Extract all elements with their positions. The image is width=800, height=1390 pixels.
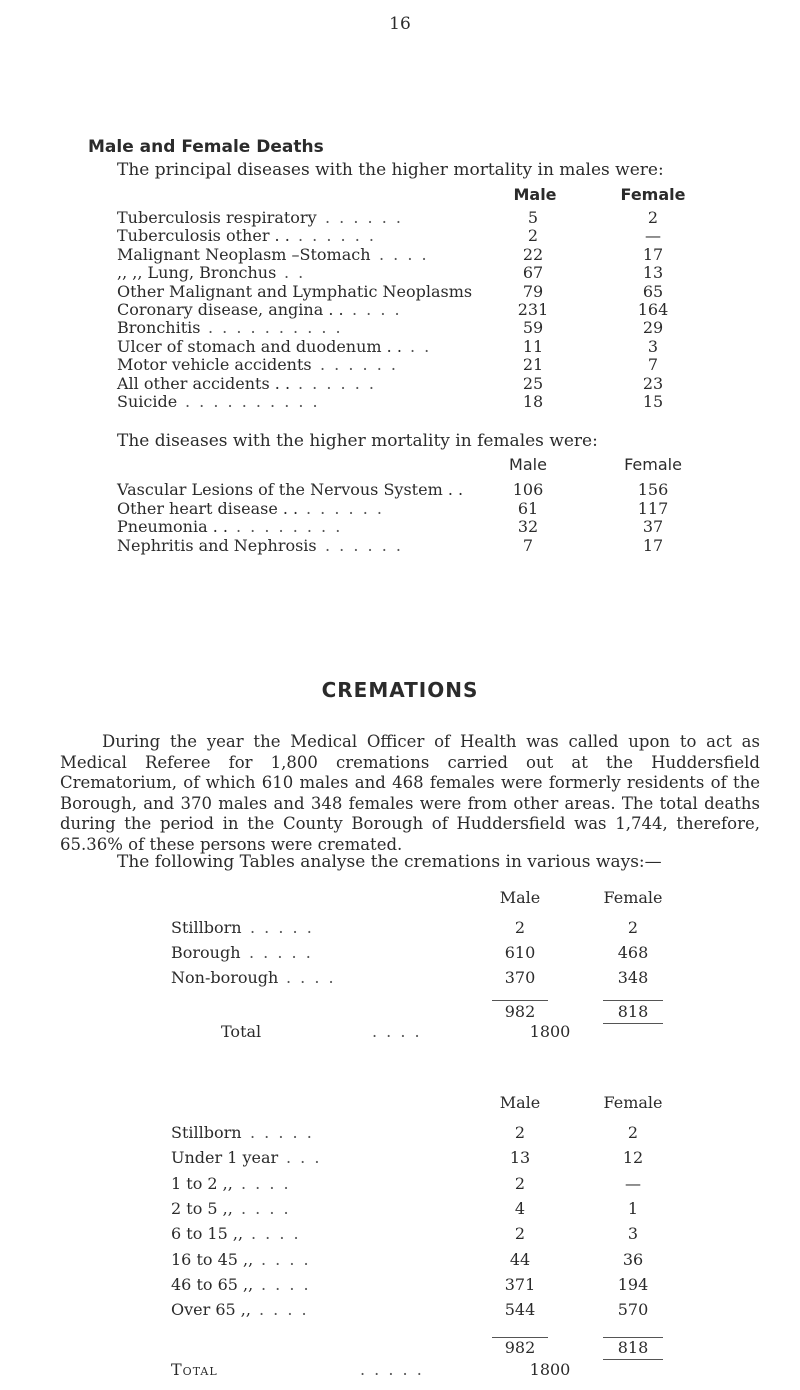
female-mortality-row-female-value: 117 [637,498,669,518]
cremations-residence-row-leader: . . . . [286,968,336,987]
cremations-age-row-female-value: — [625,1173,641,1193]
cremations-age-row [0,1123,800,1143]
male-mortality-row [0,300,800,320]
female-mortality-row [0,536,800,556]
cremations-paragraph-text: During the year the Medical Officer of Health was called upon to act as Medical Referee for 1,800 cremations carried out at the Huddersfield Crematorium, of which 610 males and 468 females were formerly residents of the Borough, and 370 males and 348 females were from other areas. The total deaths during the period in the County Borough of Huddersfield was 1,744, therefore, 65.36% of these persons were cremated. [60,732,760,854]
male-mortality-row-leader: . . . . [352,300,402,319]
male-mortality-row [0,318,800,338]
table1-header-male: Male [499,888,541,907]
cremations-age-row-male-value: 2 [514,1173,526,1193]
male-mortality-row-label: Coronary disease, angina . . [117,300,344,319]
cremations-paragraph [60,732,760,855]
male-mortality-row [0,245,800,265]
male-mortality-row-leader: . . . . . . . . . . [185,392,320,411]
male-mortality-row-leader: . . . . . . [320,355,398,375]
cremations-residence-subtotal-female: 818 [617,1002,649,1021]
cremations-residence-total-value: 1800 [529,1022,571,1041]
female-mortality-row-leader: . . . . . . [306,498,384,518]
cremations-age-total-leader: . . . . . [360,1360,424,1379]
page-number: 16 [389,14,411,34]
male-mortality-row-female-value: 23 [642,373,664,393]
cremations-age-row-male-value: 544 [504,1300,536,1320]
cremations-age-row-female-value: 12 [622,1148,644,1168]
cremations-age-row-leader: . . . . [251,1224,301,1244]
male-mortality-row-leader: . . [284,263,306,283]
male-mortality-row-leader: . . [410,336,432,356]
cremations-residence-row-label: Non-borough [171,968,279,987]
cremations-age-row-male-value: 371 [504,1274,536,1294]
male-mortality-row-label: Bronchitis [117,318,201,338]
cremations-residence-row-female-value: 348 [617,968,649,987]
cremations-age-row [0,1300,800,1320]
male-mortality-row-male-value: 79 [522,281,544,301]
male-mortality-row-leader: . . . . . . [298,373,376,393]
cremations-age-row-male-value: 2 [514,1224,526,1244]
table1-header-female: Female [603,888,663,907]
cremations-age-row-leader: . . . . [259,1300,309,1320]
male-mortality-row-label: Motor vehicle accidents [117,355,312,375]
cremations-age-row [0,1224,800,1244]
cremations-age-row-female-value: 36 [622,1249,644,1269]
male-mortality-intro: The principal diseases with the higher mortality in males were: [117,160,664,180]
cremations-residence-row [0,968,800,988]
cremations-age-row-female-value: 194 [617,1274,649,1294]
male-table-header-female: Female [620,185,686,204]
male-mortality-row-leader: . . . . . . [325,208,403,227]
male-mortality-row-female-value: 17 [642,244,664,264]
male-mortality-row-male-value: 2 [527,226,539,246]
male-mortality-row-male-value: 11 [522,336,544,356]
male-mortality-row-label: ,, ,, Lung, Bronchus [117,263,277,283]
male-mortality-row-leader: . . . . . . [298,226,376,246]
cremations-residence-female-rule-lower [603,1023,663,1024]
cremations-age-subtotal-female: 818 [617,1338,649,1357]
cremations-residence-row-male-value: 2 [514,918,526,937]
cremations-residence-row-female-value: 2 [627,918,639,937]
male-mortality-row-label: Tuberculosis respiratory [117,208,317,227]
cremations-residence-row-female-value: 468 [617,943,649,962]
male-mortality-row-female-value: 164 [637,300,669,319]
cremations-age-subtotal-male: 982 [504,1338,536,1357]
female-mortality-row [0,517,800,537]
cremations-residence-row-male-value: 370 [504,968,536,987]
cremations-age-row [0,1199,800,1219]
male-mortality-row [0,337,800,357]
male-mortality-row-female-value: 7 [647,355,659,375]
cremations-residence-row-label: Stillborn [171,918,242,937]
male-mortality-row [0,374,800,394]
cremations-age-row-label: 1 to 2 ,, [171,1173,233,1193]
female-mortality-row-label: Other heart disease . . [117,498,299,518]
male-mortality-row [0,208,800,228]
female-mortality-row [0,499,800,519]
female-mortality-row-male-value: 61 [517,498,539,518]
cremations-age-row-label: Under 1 year [171,1148,279,1168]
cremations-age-row [0,1148,800,1168]
cremations-residence-row [0,918,800,938]
cremations-age-row-leader: . . . . . [250,1123,314,1142]
male-mortality-row-male-value: 67 [522,263,544,283]
cremations-age-total-value: 1800 [529,1360,571,1379]
female-mortality-row-female-value: 17 [642,535,664,555]
male-mortality-row-label: Tuberculosis other . . [117,226,290,246]
male-mortality-row-female-value: — [645,226,661,246]
cremations-age-row [0,1275,800,1295]
female-table-header-female: Female [624,455,682,474]
male-mortality-row-female-value: 3 [647,336,659,356]
cremations-residence-row-leader: . . . . . [249,943,313,962]
female-mortality-row-female-value: 37 [642,517,664,536]
cremations-residence-total-leader: . . . . [372,1022,422,1041]
cremations-age-row-male-value: 44 [509,1249,531,1269]
cremations-age-total-label: Total [171,1360,218,1379]
cremations-age-female-rule-lower [603,1359,663,1360]
male-mortality-row-label: Ulcer of stomach and duodenum . . [117,336,402,356]
male-mortality-row-label: Other Malignant and Lymphatic Neoplasms [117,281,473,301]
cremations-residence-row-label: Borough [171,943,241,962]
male-mortality-row [0,355,800,375]
cremations-age-row-female-value: 2 [627,1123,639,1142]
female-mortality-row-male-value: 32 [517,517,539,536]
male-mortality-row-male-value: 22 [522,244,544,264]
female-mortality-row-label: Vascular Lesions of the Nervous System . . [117,480,464,499]
male-table-header-male: Male [513,185,557,204]
female-mortality-row-leader: . . . . . . [325,535,403,555]
cremations-age-row-label: 16 to 45 ,, [171,1249,254,1269]
male-mortality-row [0,263,800,283]
male-mortality-row-label: Malignant Neoplasm –Stomach [117,244,371,264]
male-mortality-row-leader: . . . . [379,244,429,264]
female-mortality-row-female-value: 156 [637,480,669,499]
cremations-residence-female-rule [603,1000,663,1001]
cremations-age-row-label: Over 65 ,, [171,1300,251,1320]
male-mortality-row-female-value: 65 [642,281,664,301]
female-table-header-male: Male [509,455,547,474]
cremations-age-row-leader: . . . . [241,1198,291,1218]
cremations-residence-male-rule [492,1000,548,1001]
cremations-age-row-label: Stillborn [171,1123,242,1142]
cremations-age-row-female-value: 3 [627,1224,639,1244]
tables-intro: The following Tables analyse the cremations in various ways:— [117,852,662,872]
male-mortality-row [0,392,800,412]
cremations-residence-row-leader: . . . . . [250,918,314,937]
male-mortality-row-male-value: 25 [522,373,544,393]
cremations-residence-subtotal-male: 982 [504,1002,536,1021]
section-title-cremations: CREMATIONS [321,678,479,702]
cremations-age-row-label: 46 to 65 ,, [171,1274,254,1294]
male-mortality-row-label: Suicide [117,392,178,411]
cremations-age-row-leader: . . . . [261,1249,311,1269]
female-mortality-intro: The diseases with the higher mortality in females were: [117,431,598,451]
male-mortality-row-male-value: 21 [522,355,544,375]
cremations-age-row-female-value: 1 [627,1198,639,1218]
cremations-age-row-female-value: 570 [617,1300,649,1320]
cremations-age-row-male-value: 13 [509,1148,531,1168]
male-mortality-row [0,282,800,302]
female-mortality-row-label: Pneumonia . . [117,517,228,536]
table2-header-female: Female [603,1093,663,1112]
female-mortality-row-male-value: 106 [512,480,544,499]
cremations-age-row-leader: . . . . [261,1274,311,1294]
female-mortality-row-male-value: 7 [522,535,534,555]
male-mortality-row-leader: . . . . . . . . . . [208,318,343,338]
cremations-age-row-leader: . . . [286,1148,322,1168]
male-mortality-row-label: All other accidents . . [117,373,291,393]
female-mortality-row-leader: . . . . . . . . [236,517,343,536]
cremations-age-row-male-value: 2 [514,1123,526,1142]
cremations-age-row [0,1250,800,1270]
male-mortality-row-female-value: 2 [647,208,659,227]
cremations-age-row-label: 2 to 5 ,, [171,1198,233,1218]
male-mortality-row-male-value: 5 [527,208,539,227]
cremations-age-row-male-value: 4 [514,1198,526,1218]
male-mortality-row-female-value: 15 [642,392,664,411]
male-mortality-row-male-value: 18 [522,392,544,411]
section-title-deaths: Male and Female Deaths [88,137,324,157]
cremations-residence-total-label: Total [221,1022,262,1041]
cremations-residence-row-male-value: 610 [504,943,536,962]
female-mortality-row-label: Nephritis and Nephrosis [117,535,317,555]
male-mortality-row-female-value: 13 [642,263,664,283]
male-mortality-row-female-value: 29 [642,318,664,338]
cremations-residence-row [0,943,800,963]
cremations-age-row-label: 6 to 15 ,, [171,1224,244,1244]
male-mortality-row-male-value: 231 [517,300,549,319]
male-mortality-row [0,226,800,246]
male-mortality-row-male-value: 59 [522,318,544,338]
female-mortality-row [0,480,800,500]
cremations-age-row [0,1174,800,1194]
table2-header-male: Male [499,1093,541,1112]
cremations-age-row-leader: . . . . [241,1173,291,1193]
